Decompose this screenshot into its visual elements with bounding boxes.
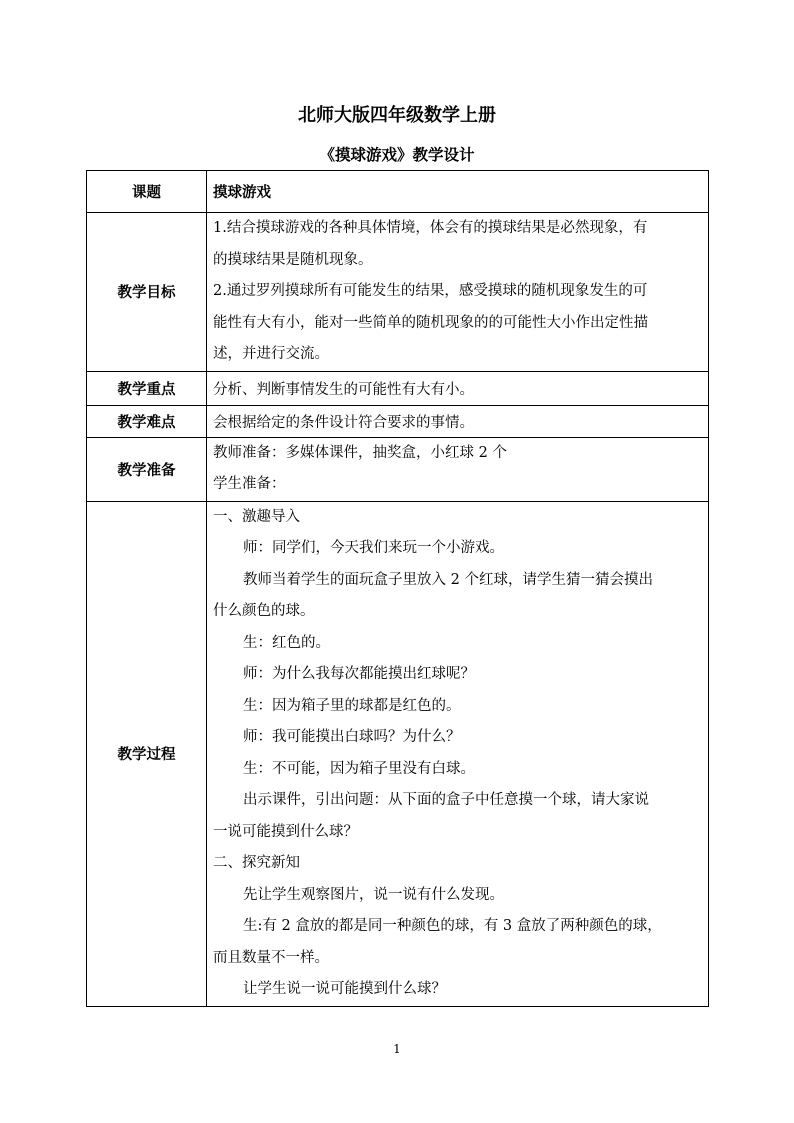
goals-line: 的摸球结果是随机现象。 — [213, 251, 373, 268]
process-line: 出示课件，引出问题：从下面的盒子中任意摸一个球，请大家说 — [243, 792, 649, 808]
process-content — [207, 501, 709, 1006]
process-line: 师：同学们，今天我们来玩一个小游戏。 — [243, 540, 504, 556]
process-line: 生:有 2 盒放的都是同一种颜色的球，有 3 盒放了两种颜色的球， — [243, 918, 662, 934]
process-line: 生：因为箱子里的球都是红色的。 — [243, 697, 461, 714]
key-points-label: 教学重点 — [87, 371, 207, 405]
process-line: 先让学生观察图片，说一说有什么发现。 — [243, 886, 504, 903]
topic-value: 摸球游戏 — [207, 171, 709, 213]
goals-line: 能性有大有小，能对一些简单的随机现象的的可能性大小作出定性描 — [213, 314, 648, 331]
process-line: 师：为什么我每次都能摸出红球呢？ — [243, 666, 475, 682]
topic-label: 课题 — [87, 171, 207, 213]
goals-label: 教学目标 — [87, 213, 207, 372]
key-points-value: 分析、判断事情发生的可能性有大有小。 — [207, 371, 709, 405]
process-line: 一、激趣导入 — [213, 508, 300, 525]
process-line: 一说可能摸到什么球？ — [213, 823, 358, 840]
lesson-plan-table — [86, 170, 709, 1007]
teacher-preparation: 教师准备：多媒体课件，抽奖盒，小红球 2 个 — [213, 444, 507, 461]
table-row-topic — [87, 171, 709, 213]
process-line: 让学生说一说可能摸到什么球？ — [243, 981, 446, 997]
document-subtitle: 《摸球游戏》教学设计 — [319, 145, 475, 164]
difficulty-label: 教学难点 — [87, 405, 207, 437]
student-preparation: 学生准备： — [213, 476, 286, 492]
goals-line: 1.结合摸球游戏的各种具体情境，体会有的摸球结果是必然现象，有 — [213, 220, 648, 236]
process-line: 师：我可能摸出白球吗？为什么？ — [243, 729, 461, 745]
table-row-preparation — [87, 437, 709, 501]
table-row-goals — [87, 213, 709, 372]
document-title: 北师大版四年级数学上册 — [298, 105, 496, 126]
process-line: 教师当着学生的面玩盒子里放入 2 个红球，请学生猜一猜会摸出 — [243, 571, 653, 588]
process-line: 生：不可能，因为箱子里没有白球。 — [243, 760, 475, 777]
process-label: 教学过程 — [87, 501, 207, 1006]
preparation-label: 教学准备 — [87, 437, 207, 501]
difficulty-value: 会根据给定的条件设计符合要求的事情。 — [207, 405, 709, 437]
preparation-content — [207, 437, 709, 501]
table-row-key-points — [87, 371, 709, 405]
process-line: 二、探究新知 — [213, 855, 300, 871]
table-row-process — [87, 501, 709, 1006]
goals-line: 2.通过罗列摸球所有可能发生的结果，感受摸球的随机现象发生的可 — [213, 283, 648, 299]
process-line: 而且数量不一样。 — [213, 949, 329, 966]
goals-content — [207, 213, 709, 372]
goals-line: 述，并进行交流。 — [213, 346, 329, 362]
process-line: 什么颜色的球。 — [213, 603, 315, 619]
page-number: 1 — [393, 1042, 401, 1056]
process-line: 生：红色的。 — [243, 634, 330, 651]
table-row-difficulty — [87, 405, 709, 437]
